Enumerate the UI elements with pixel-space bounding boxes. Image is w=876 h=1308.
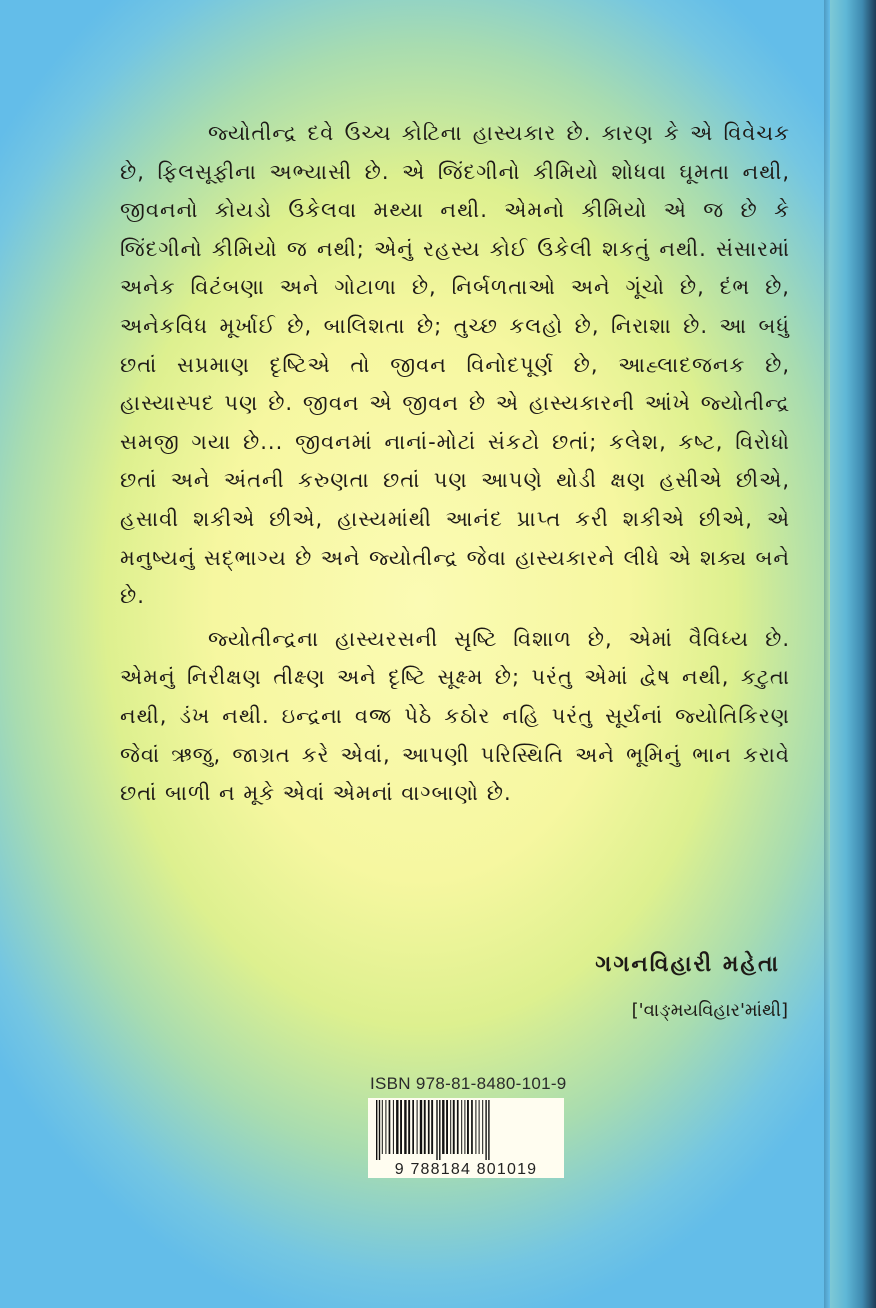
barcode-bar <box>382 1100 383 1154</box>
barcode-bar <box>379 1100 380 1160</box>
barcode-bar <box>479 1100 480 1154</box>
blurb-paragraph-2: જ્યોતીન્દ્રના હાસ્યરસની સૃષ્ટિ વિશાળ છે, એમાં વૈવિધ્ય છે. એમનું નિરીક્ષણ તીક્ષ્ણ અને દૃષ્ટિ સૂક્ષ્મ છે; પરંતુ એમાં દ્વેષ નથી, કટુતા નથી, ડંખ નથી. ઇન્દ્રના વજ્ર પેઠે કઠોર નહિ પરંતુ સૂર્યનાં જ્યોતિકિરણ જેવાં ઋજુ, જાગ્રત કરે એવાં, આપણી પરિસ્થિતિ અને ભૂમિનું ભાન કરાવે છતાં બાળી ન મૂકે એવાં એમનાં વાગ્બાણો છે. <box>120 626 790 806</box>
barcode-bar <box>428 1100 430 1154</box>
barcode-bar <box>482 1100 483 1154</box>
blurb-text <box>120 114 790 813</box>
barcode-bar <box>393 1100 394 1154</box>
barcode-bar <box>400 1100 402 1154</box>
barcode-bar <box>376 1100 377 1160</box>
barcode-bar <box>485 1100 486 1160</box>
barcode-bar <box>412 1100 414 1154</box>
barcode-bar <box>389 1100 391 1154</box>
barcode-bar <box>467 1100 469 1154</box>
barcode-bar <box>471 1100 473 1154</box>
isbn-label: ISBN 978-81-8480-101-9 <box>370 1074 567 1093</box>
barcode-bar <box>446 1100 448 1154</box>
barcode-bar <box>475 1100 476 1154</box>
isbn-barcode <box>368 1098 564 1178</box>
author-name: ગગનવિહારી મહેતા <box>595 952 780 977</box>
barcode-bar <box>450 1100 451 1154</box>
source-citation: ['વાઙ્મયવિહાર'માંથી] <box>631 1000 788 1021</box>
barcode-bar <box>442 1100 444 1154</box>
barcode-bar <box>424 1100 426 1154</box>
barcode-bar <box>457 1100 459 1154</box>
barcode-bar <box>404 1100 406 1154</box>
barcode-bar <box>420 1100 422 1154</box>
barcode-digits: 9 788184 801019 <box>394 1161 538 1178</box>
book-spine <box>830 0 876 1308</box>
barcode-bar <box>417 1100 418 1154</box>
barcode-bar <box>396 1100 398 1154</box>
barcode-bar <box>385 1100 386 1154</box>
barcode-bar <box>453 1100 455 1154</box>
barcode-bar <box>488 1100 489 1160</box>
barcode-bar <box>461 1100 462 1154</box>
barcode-bar <box>408 1100 410 1154</box>
blurb-paragraph-1: જ્યોતીન્દ્ર દવે ઉચ્ચ કોટિના હાસ્યકાર છે. કારણ કે એ વિવેચક છે, ફિલસૂફીના અભ્યાસી છે. એ જિંદગીનો કીમિયો શોધવા ઘૂમતા નથી, જીવનનો કોયડો ઉકેલવા મથ્યા નથી. એમનો કીમિયો એ જ છે કે જિંદગીનો કીમિયો જ નથી; એનું રહસ્ય કોઈ ઉકેલી શકતું નથી. સંસારમાં અનેક વિટંબણા અને ગોટાળા છે, નિર્બળતાઓ અને ગૂંચો છે, દંભ છે, અનેકવિધ મૂર્ખાઈ છે, બાલિશતા છે; તુચ્છ કલહો છે, નિરાશા છે. આ બધું છતાં સપ્રમાણ દૃષ્ટિએ તો જીવન વિનોદપૂર્ણ છે, આહ્લાદજનક છે, હાસ્યાસ્પદ પણ છે. જીવન એ જીવન છે એ હાસ્યકારની આંખે જ્યોતીન્દ્ર સમજી ગયા છે... જીવનમાં નાનાં-મોટાં સંકટો છતાં; કલેશ, કષ્ટ, વિરોધો છતાં અને અંતની કરુણતા છતાં પણ આપણે થોડી ક્ષણ હસીએ છીએ, હસાવી શકીએ છીએ, હાસ્યમાંથી આનંદ પ્રાપ્ત કરી શકીએ છીએ, એ મનુષ્યનું સદ્ભાગ્ય છે અને જ્યોતીન્દ્ર જેવા હાસ્યકારને લીધે એ શક્ય બને છે. <box>120 121 790 609</box>
barcode-graphic <box>368 1098 564 1178</box>
barcode-bar <box>464 1100 465 1154</box>
barcode-bar <box>439 1100 440 1160</box>
barcode-bar <box>431 1100 433 1154</box>
barcode-bar <box>436 1100 437 1160</box>
